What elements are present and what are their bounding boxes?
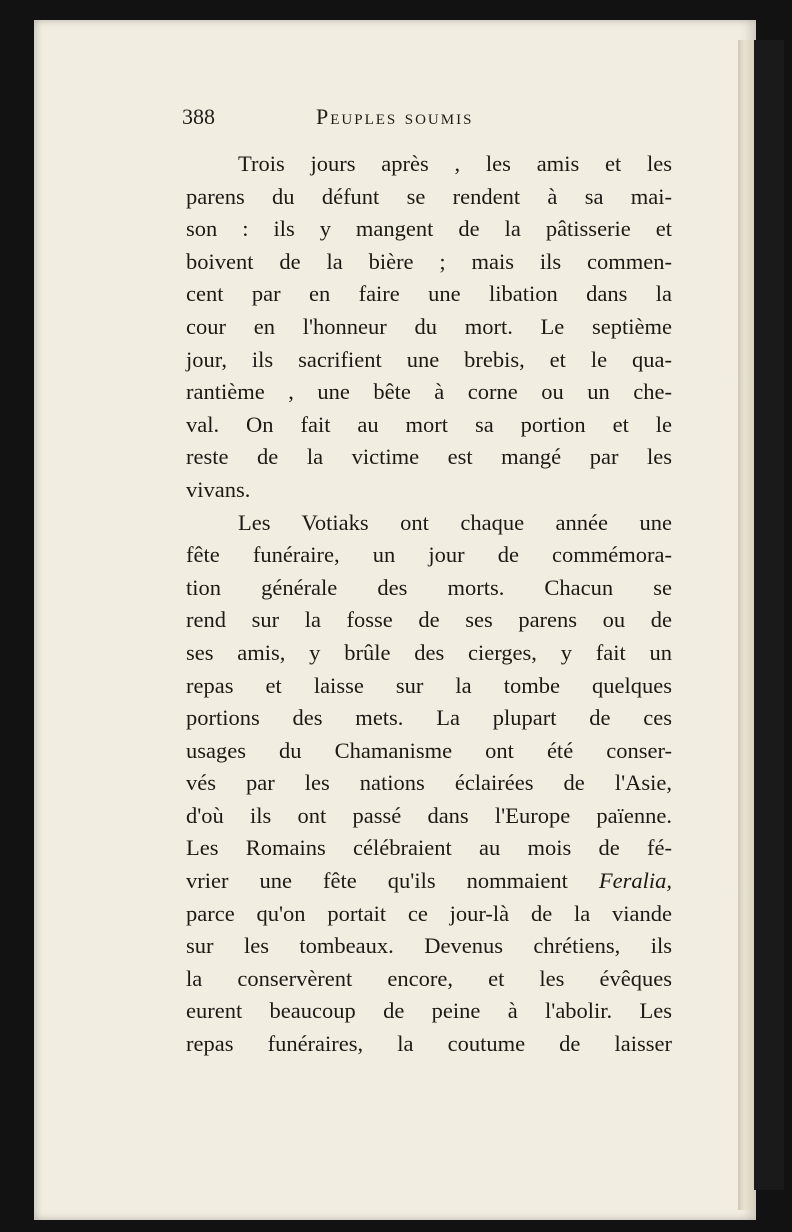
text-line-content: cour en l'honneur du mort. Le septième [186, 313, 672, 339]
text-line [186, 637, 672, 670]
text-line [186, 474, 672, 507]
text-line-content: repas et laisse sur la tombe quelques [186, 672, 672, 698]
text-line-content: eurent beaucoup de peine à l'abolir. Les [186, 998, 672, 1024]
text-line [186, 441, 672, 474]
text-line [186, 995, 672, 1028]
body-text [186, 148, 672, 1061]
text-line-content: d'où ils ont passé dans l'Europe païenne. [186, 802, 672, 828]
text-line [186, 507, 672, 540]
text-line [186, 376, 672, 409]
text-line-content: rantième , une bête à corne ou un che- [186, 379, 672, 405]
text-line [186, 865, 672, 898]
italic-term: Feralia, [598, 868, 672, 894]
text-line-content: vés par les nations éclairées de l'Asie, [186, 770, 672, 796]
text-line [186, 670, 672, 703]
text-line [186, 148, 672, 181]
text-line-content: parens du défunt se rendent à sa mai- [186, 183, 672, 209]
text-line-content: val. On fait au mort sa portion et le [186, 411, 672, 437]
text-line [186, 1028, 672, 1061]
text-line-content: fête funéraire, un jour de commémora- [186, 542, 672, 568]
text-line-content: vrier une fête qu'ils nommaient [186, 868, 568, 894]
text-line-content: usages du Chamanisme ont été conser- [186, 737, 672, 763]
text-line [186, 409, 672, 442]
text-line [186, 735, 672, 768]
text-line-content: boivent de la bière ; mais ils commen- [186, 248, 672, 274]
text-line [186, 832, 672, 865]
text-line [186, 311, 672, 344]
text-line [186, 344, 672, 377]
text-line [186, 930, 672, 963]
text-line-content: jour, ils sacrifient une brebis, et le qua- [186, 346, 672, 372]
text-line [186, 604, 672, 637]
text-line [186, 800, 672, 833]
text-line-content: Trois jours après , les amis et les [238, 151, 672, 176]
text-line-content: rend sur la fosse de ses parens ou de [186, 607, 672, 633]
text-line [186, 702, 672, 735]
running-title: Peuples soumis [316, 104, 474, 129]
text-line [186, 898, 672, 931]
page-edge-dark [754, 40, 784, 1190]
text-line [186, 278, 672, 311]
text-line-content: reste de la victime est mangé par les [186, 444, 672, 470]
text-line-content: tion générale des morts. Chacun se [186, 574, 672, 600]
text-line [186, 963, 672, 996]
book-spine-shadow [738, 40, 754, 1210]
text-line [186, 539, 672, 572]
text-line-content: sur les tombeaux. Devenus chrétiens, ils [186, 933, 672, 959]
text-line-content: repas funéraires, la coutume de laisser [186, 1031, 672, 1057]
text-line-content: ses amis, y brûle des cierges, y fait un [186, 639, 672, 665]
text-line [186, 246, 672, 279]
text-line-content: parce qu'on portait ce jour-là de la viande [186, 900, 672, 926]
text-line [186, 767, 672, 800]
text-line-content: la conservèrent encore, et les évêques [186, 965, 672, 991]
text-line-content: vivans. [186, 476, 251, 502]
page-number: 388 [182, 104, 215, 129]
text-line [186, 572, 672, 605]
text-line [186, 213, 672, 246]
text-line-content: Les Votiaks ont chaque année une [238, 509, 672, 535]
text-line-content: cent par en faire une libation dans la [186, 281, 672, 307]
text-line [186, 181, 672, 214]
text-line-content: portions des mets. La plupart de ces [186, 705, 672, 731]
text-line-content: Les Romains célébraient au mois de fé- [186, 835, 672, 861]
text-line-content: son : ils y mangent de la pâtisserie et [186, 216, 672, 242]
